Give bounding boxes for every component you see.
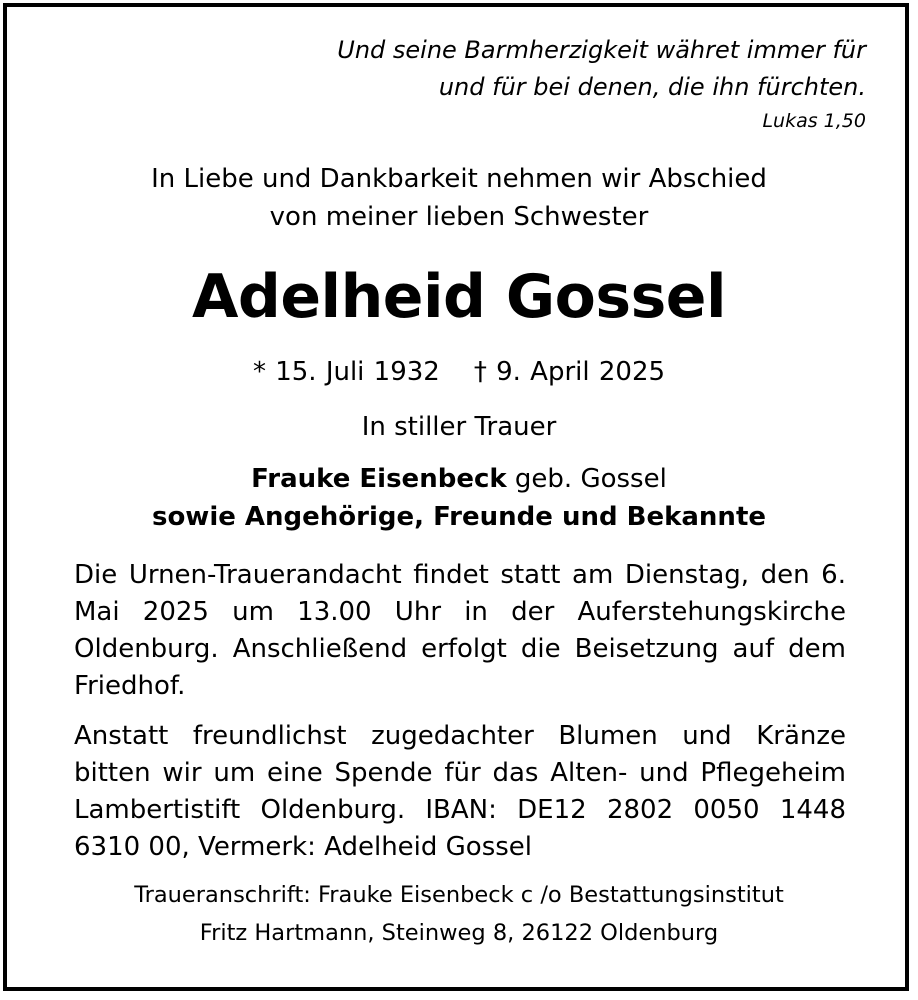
mourners	[0, 460, 918, 536]
primary-mourner	[0, 460, 918, 498]
donation-paragraph: Anstatt freundlichst zugedachter Blumen und Kränze bitten wir um eine Spende für das Alten- und Pflegeheim Lambertistift Oldenburg. IBAN: DE12 2802 0050 1448 6310 00, Vermerk: Adelheid Gossel	[74, 721, 846, 862]
farewell-intro	[0, 160, 918, 236]
other-mourners: sowie Angehörige, Freunde und Bekannte	[151, 502, 767, 532]
intro-line-1: In Liebe und Dankbarkeit nehmen wir Abschied	[151, 164, 767, 194]
deceased-name: Adelheid Gossel	[191, 262, 727, 332]
verse-line-1: Und seine Barmherzigkeit währet immer für	[337, 36, 866, 64]
birth-date: * 15. Juli 1932	[252, 357, 440, 387]
mourning-label: In stiller Trauer	[361, 412, 557, 442]
address-line-2: Fritz Hartmann, Steinweg 8, 26122 Oldenburg	[199, 920, 719, 946]
verse-line-2: und für bei denen, die ihn fürchten.	[438, 73, 866, 101]
primary-mourner-maiden-name: geb. Gossel	[506, 464, 667, 494]
death-date: † 9. April 2025	[473, 357, 666, 387]
service-paragraph: Die Urnen-Trauerandacht findet statt am Dienstag, den 6. Mai 2025 um 13.00 Uhr in der Auferstehungskirche Oldenburg. Anschließend erfolgt die Beisetzung auf dem Friedhof.	[74, 560, 846, 701]
address-line-1: Traueranschrift: Frauke Eisenbeck c /o Bestattungsinstitut	[134, 882, 784, 908]
life-dates	[0, 352, 918, 392]
intro-line-2: von meiner lieben Schwester	[269, 202, 649, 232]
mourning-address	[0, 876, 918, 952]
primary-mourner-name: Frauke Eisenbeck	[251, 464, 507, 494]
bible-verse	[337, 32, 866, 136]
verse-reference: Lukas 1,50	[762, 110, 866, 132]
